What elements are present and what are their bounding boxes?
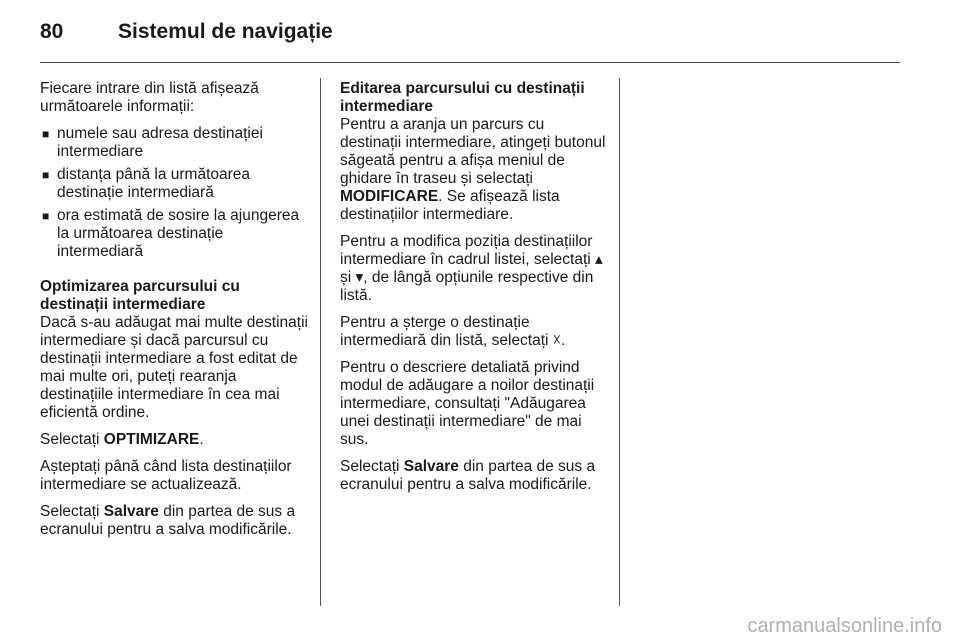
column-middle — [340, 80, 608, 503]
paragraph: Pentru a șterge o destinație intermediară din listă, selectați ☓. — [340, 314, 566, 349]
list-item: ■ ora estimată de sosire la ajungerea la următoarea destinație intermediară — [40, 207, 308, 261]
save-label: Salvare — [403, 458, 459, 475]
paragraph: Selectați Salvare din partea de sus a ecranului pentru a salva modificările. — [340, 458, 596, 493]
paragraph: Pentru a modifica poziția destinațiilor intermediare în cadrul listei, selectați ▴ și ▾, de lângă opțiunile respective din listă. — [340, 233, 603, 304]
paragraph: Așteptați până când lista destinațiilor intermediare se actualizează. — [40, 458, 292, 493]
section-heading-edit: Editarea parcursului cu destinații intermediare — [340, 80, 585, 115]
paragraph: Pentru a aranja un parcurs cu destinații intermediare, atingeți butonul săgeată pentru a afișa meniul de ghidare în traseu și selectați MODIFICARE. Se afișează lista destinațiilor intermediare. — [340, 116, 606, 223]
column-divider — [320, 78, 321, 606]
page-number: 80 — [40, 20, 64, 43]
paragraph: Selectați OPTIMIZARE. — [40, 431, 204, 448]
header-divider — [40, 62, 900, 63]
page-title: Sistemul de navigație — [118, 20, 333, 43]
info-list — [40, 125, 308, 261]
list-item: ■ numele sau adresa destinației intermediare — [40, 125, 308, 161]
intro-paragraph: Fiecare intrare din listă afișează următoarele informații: — [40, 80, 259, 115]
list-item: ■ distanța până la următoarea destinație intermediară — [40, 166, 308, 202]
modify-label: MODIFICARE — [340, 188, 439, 205]
paragraph: Pentru o descriere detaliată privind modul de adăugare a noilor destinații intermediare, consultați "Adăugarea unei destinații intermediare" de mai sus. — [340, 359, 595, 448]
section-heading-optimize: Optimizarea parcursului cu destinații intermediare — [40, 278, 240, 313]
column-left — [40, 80, 308, 548]
save-label: Salvare — [103, 503, 159, 520]
optimize-label: OPTIMIZARE — [103, 431, 200, 448]
paragraph: Dacă s-au adăugat mai multe destinații intermediare și dacă parcursul cu destinații intermediare a fost editat de mai multe ori, puteți rearanja destinațiile intermediare în cea mai eficientă ordine. — [40, 314, 308, 421]
column-divider — [619, 78, 620, 606]
watermark: carmanualsonline.info — [747, 615, 942, 637]
page-header — [40, 16, 900, 56]
paragraph: Selectați Salvare din partea de sus a ecranului pentru a salva modificările. — [40, 503, 296, 538]
